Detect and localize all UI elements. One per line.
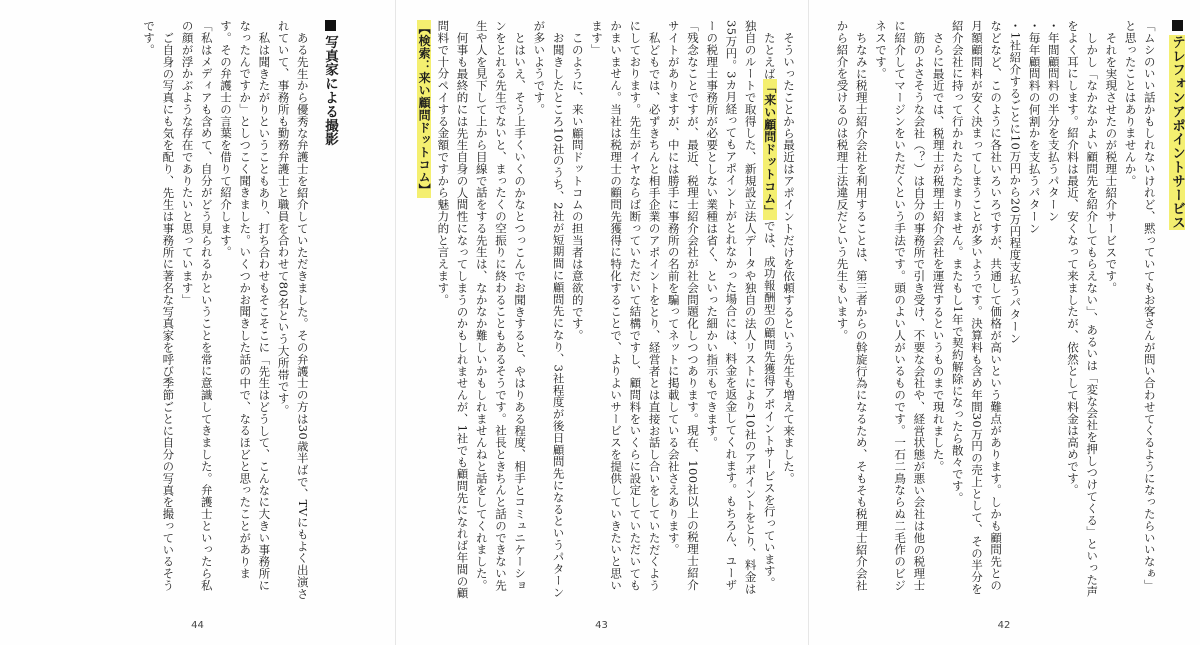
section-heading — [320, 20, 339, 600]
list-item: ・年間顧問料の半分を支払うパターン — [1046, 20, 1061, 223]
paragraph: 私は聞きたがりということもあり、打ち合わせもそこそこに「先生はどうして、こんなに大きい事務所になったんですか」としつこく聞きました。いくつかお聞きした話の中で、なるほどと思ったことがあります。その弁護士の言葉を借りて紹介します。 — [218, 20, 272, 591]
page-44 — [0, 0, 395, 645]
service-name-highlight: 「来い顧問ドットコム」 — [762, 81, 777, 218]
quote-paragraph: 「残念なことですが、最近、税理士紹介会社が社会問題化しつつあります。現在、100社以上の税理士紹介サイトがありますが、中には勝手に事務所の名前を騙ってネットに掲載している会社さえあります。 — [666, 20, 700, 591]
page-43-text — [404, 20, 798, 600]
paragraph: 何事も最終的には先生自身の人間性になってしまうのかもしれませんが、1社でも顧問先になれば年間の顧問料で十分ペイする金額ですから魅力的と言えます。 — [436, 20, 470, 599]
section-heading-text: テレフォンアポイントサービス — [1169, 35, 1185, 230]
page-number: 44 — [191, 620, 204, 631]
paragraph: 筋のよさそうな会社（？）は自分の事務所で引き受け、不要な会社や、経営状態が悪い会社は他の税理士に紹介してマージンをいただくという手法です。頭のよい人がいるものです。一石二鳥ならぬ二毛作のビジネスです。 — [873, 20, 927, 592]
paragraph: お聞きしたところ10社のうち、2社が短期間に顧問先になり、3社程度が後日顧問先になるというパターンが多いようです。 — [532, 20, 566, 598]
list-item: ・1社紹介するごとに10万円から20万円程度支払うパターン — [1008, 20, 1023, 345]
paragraph: このように、来い顧問ドットコムの担当者は意欲的です。 — [570, 31, 585, 341]
page-42-text — [832, 20, 1186, 600]
paragraph-body: では、成功報酬型の顧問先獲得アポイントサービスを行っています。独自のルートで取得した、新規設立法人データや独自の法人リストにより10社のアポイントをとり、料金は35万円。3カ月経ってもアポイントがとれなかった場合には、料金を返金してくれます。もちろん、ユーザーの税理士事務所が必要としない業種は省く、といった細かい指示もできます。 — [705, 20, 777, 595]
quote-paragraph: 私どもでは、必ずきちんと相手企業のアポイントをとり、経営者とは直接お話し合いをしていただくようにしております。先生がイヤならば断っていただいて結構ですし、顧問料をいくらに設定していただいてもかまいません。当社は税理士の顧問先獲得に特化することで、よりよいサービスを提供していきたいと思います」 — [589, 20, 662, 592]
paragraph: ちなみに税理士紹介会社を利用することは、第三者からの斡旋行為になるため、そもそも税理士紹介会社から紹介を受けるのは税理士法違反だという先生もいます。 — [835, 20, 869, 591]
search-tag — [414, 20, 433, 600]
paragraph: などなど、このように各社いろいろですが、共通して価格が高いという難点があります。しかも顧問先との月額顧問料が安く決まってしまうことが多いようです。決算料も含め年間30万円の売上として、その半分を紹介会社に持って行かれたらたまりません。またもし1年で契約解除になったら散々です。 — [950, 20, 1004, 595]
paragraph: ある先生から優秀な弁護士を紹介していただきました。その弁護士の方は30歳半ばで、TVにもよく出演されていて、事務所も勤務弁護士と職員を合わせて80名という大所帯です。 — [276, 20, 310, 600]
square-bullet-icon — [1172, 20, 1183, 31]
page-number: 42 — [997, 620, 1011, 631]
paragraph — [702, 20, 779, 600]
section-heading — [1167, 20, 1186, 600]
paragraph: しかし「なかなかよい顧問先を紹介してもらえない」、あるいは「変な会社を押しつけてくる」といった声をよく耳にします。紹介料は最近、安くなって来ましたが、依然として料金は高めです。 — [1065, 20, 1100, 597]
page-43 — [395, 0, 808, 645]
search-tag-text: 【検索：来い顧問ドットコム】 — [417, 22, 432, 196]
paragraph: それを実現させたのが税理士紹介サービスです。 — [1104, 31, 1119, 294]
paragraph: ご自身の写真にも気を配り、先生は事務所に著名な写真家を呼び季節ごとに自分の写真を撮っているそうです。 — [142, 20, 176, 591]
paragraph-lead: たとえば — [762, 31, 777, 80]
paragraph: とはいえ、そう上手くいくのかなとつっこんでお聞きすると、やはりある程度、相手とコミュニケーションをとれる先生でないと、まったくの空振りに終わることもあるそうです。社長ときちんと話のできない先生や人を見下して上から目線で話をする先生は、なかなか難しいかもしれませんねと話をしてくれました。 — [474, 20, 528, 592]
paragraph: そういったことから最近はアポイントだけを依頼するという先生も増えて来ました。 — [782, 31, 796, 484]
quote-paragraph: 「私はメディアも含めて、自分がどう見られるかということを常に意識してきました。弁護士といったら私の顔が浮かぶような存在でありたいと思っています」 — [180, 20, 214, 592]
page-44-text — [139, 20, 339, 600]
paragraph: 「ムシのいい話かもしれないけれど、黙っていてもお客さんが問い合わせてくるようになったらいいなぁ」と思ったことはありませんか。 — [1123, 20, 1157, 592]
page-42 — [808, 0, 1200, 645]
page-number: 43 — [595, 620, 608, 631]
list-item: ・毎年顧問料の何割かを支払うパターン — [1027, 20, 1042, 235]
square-bullet-icon — [325, 20, 336, 31]
section-heading-text: 写真家による撮影 — [322, 35, 338, 147]
paragraph: さらに最近では、税理士が税理士紹介会社を運営するというものまで現れました。 — [931, 31, 946, 472]
